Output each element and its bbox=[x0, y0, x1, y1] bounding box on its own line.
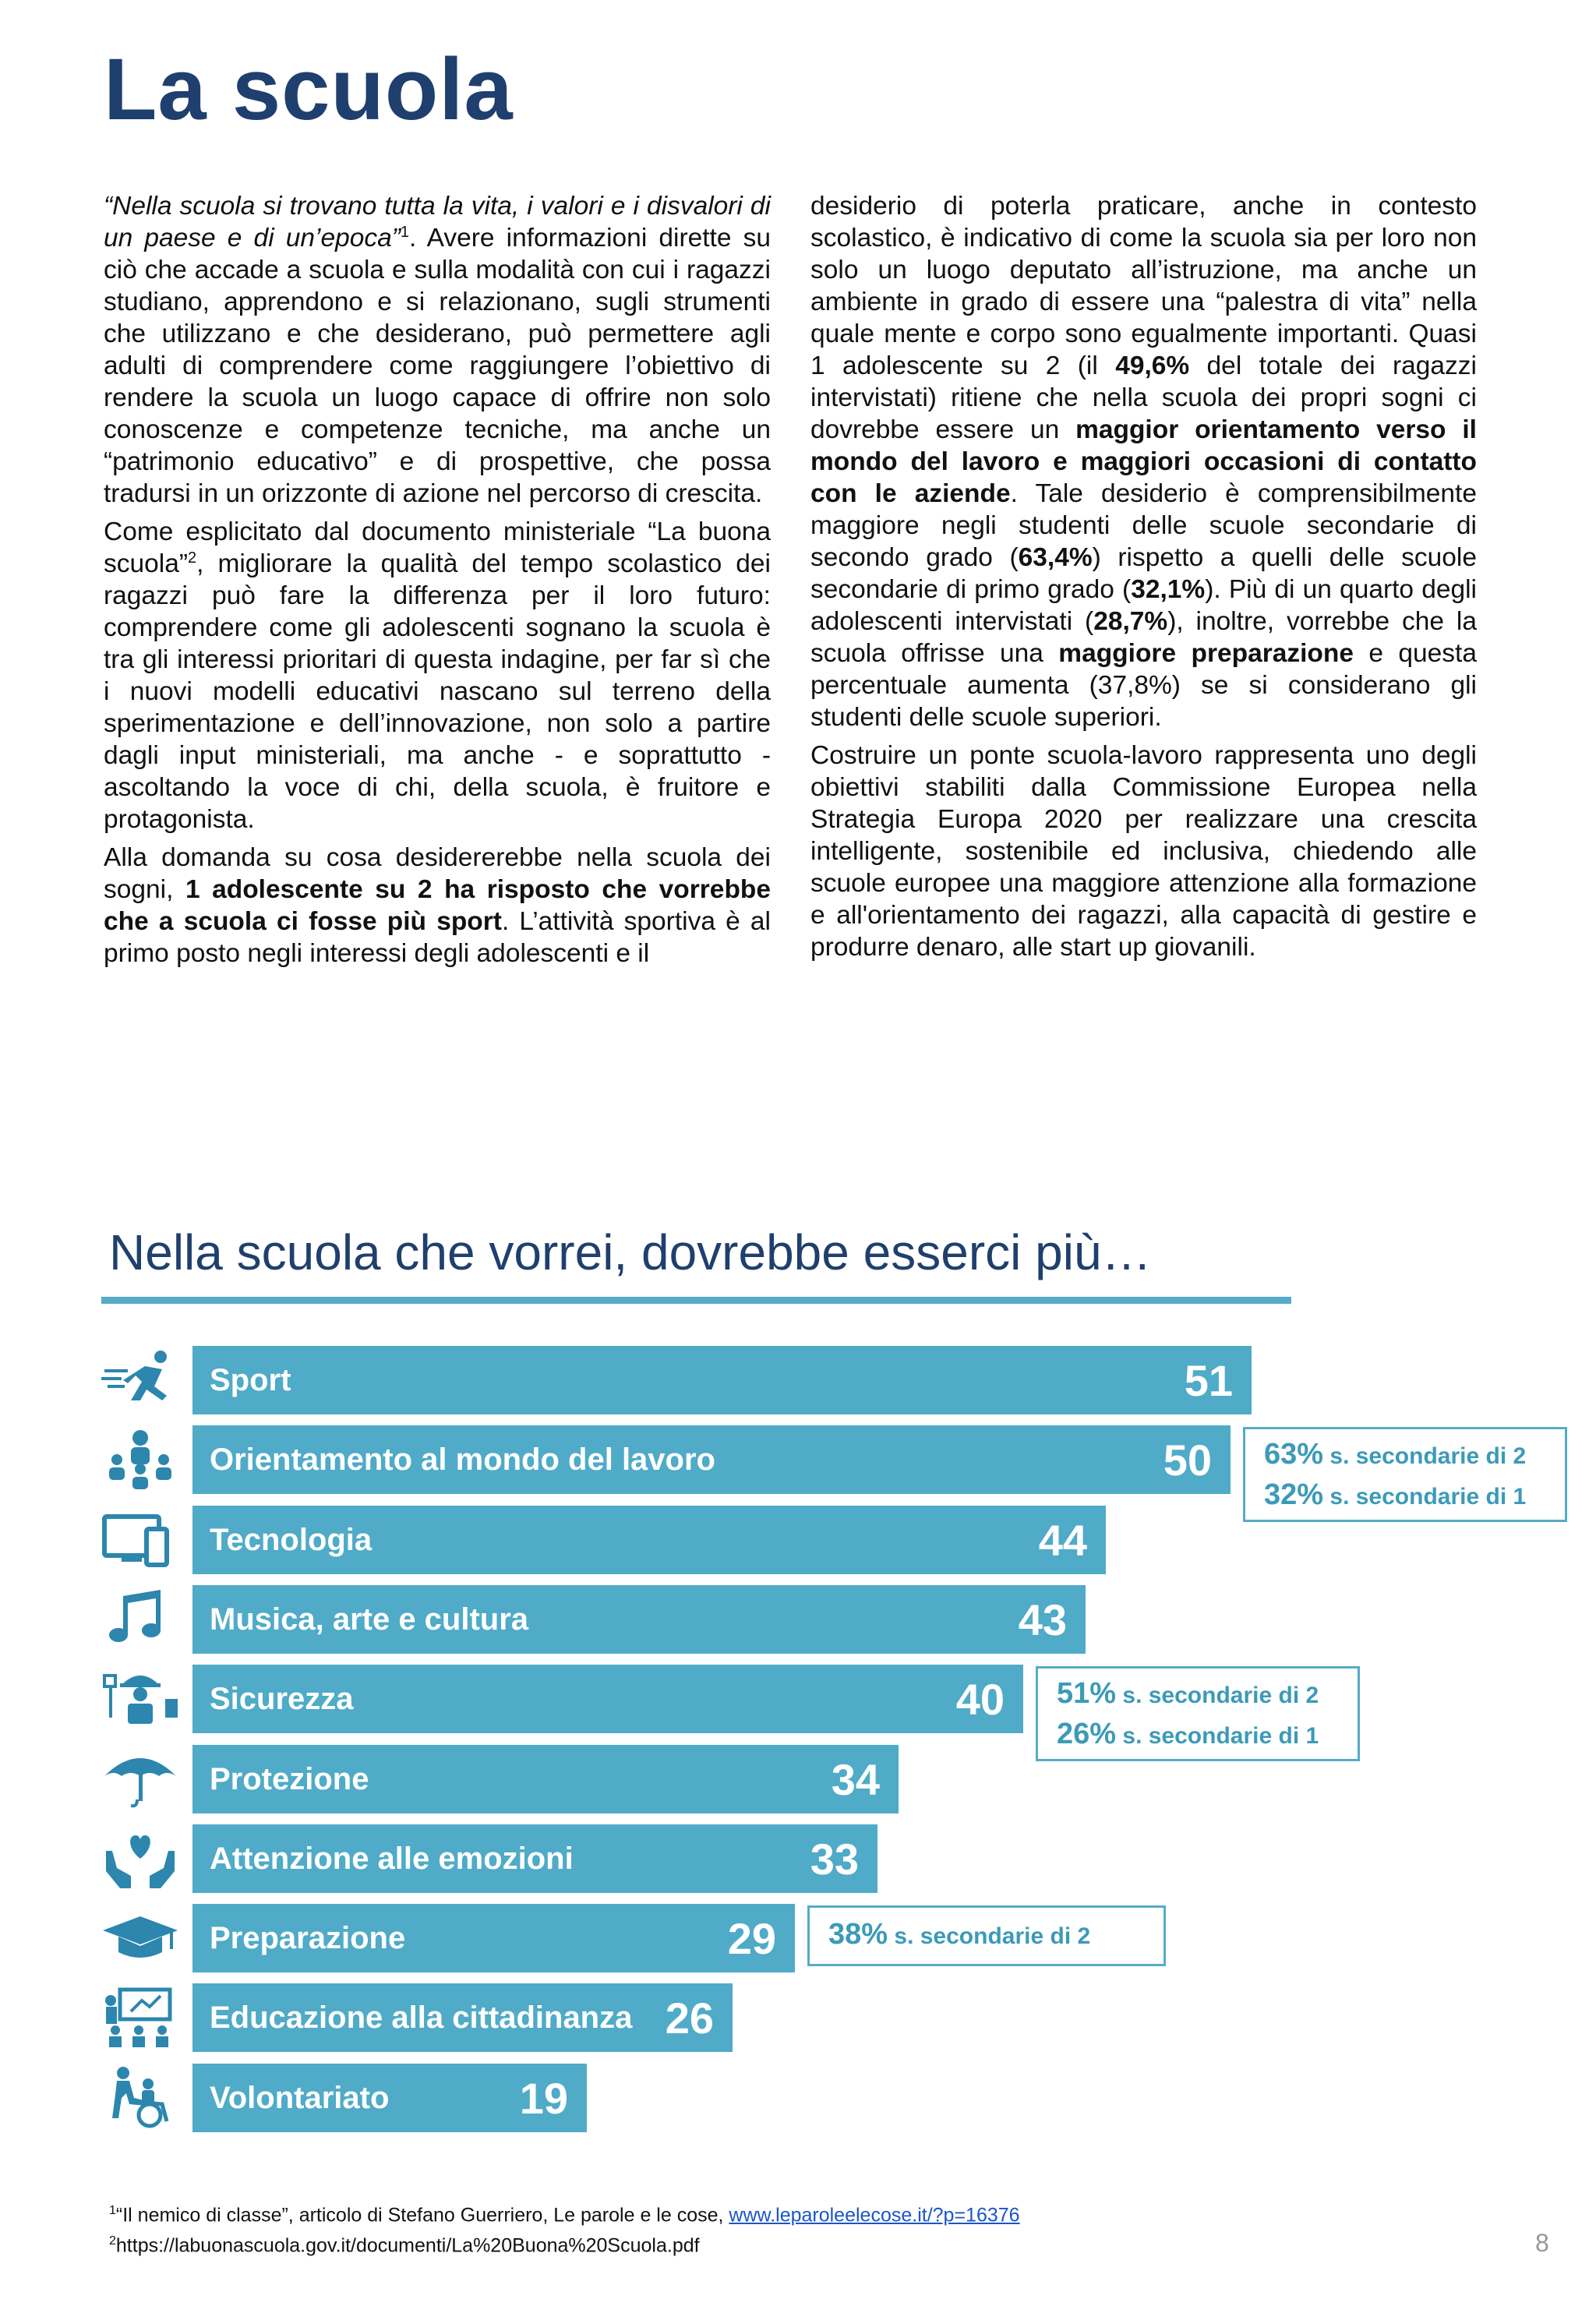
text-column-right bbox=[810, 190, 1477, 969]
paragraph-text: . Tale desiderio è comprensibilmente maggiore negli studenti delle scuole secondarie di secondo grado ( bbox=[810, 479, 1477, 572]
bar-value: 43 bbox=[1018, 1595, 1067, 1644]
paragraph bbox=[810, 190, 1477, 733]
bar-value: 19 bbox=[519, 2074, 568, 2123]
bar-label: Attenzione alle emozioni bbox=[210, 1842, 574, 1876]
callout-text: s. secondarie di 2 bbox=[1323, 1443, 1527, 1469]
wheelchair-help-icon bbox=[100, 2064, 181, 2132]
footnote-link[interactable]: www.leparoleelecose.it/?p=16376 bbox=[729, 2204, 1020, 2227]
bar bbox=[192, 1745, 899, 1813]
bold-text: maggiore preparazione bbox=[1058, 639, 1354, 668]
bold-text: 28,7% bbox=[1093, 607, 1168, 636]
paragraph-text: . L’attività sportiva è al primo posto negli interessi degli adolescenti e il bbox=[104, 907, 771, 968]
page-title: La scuola bbox=[104, 41, 514, 138]
bar-label: Musica, arte e cultura bbox=[210, 1602, 529, 1637]
bold-text: 32,1% bbox=[1131, 575, 1206, 604]
footnote-ref: 2 bbox=[188, 549, 197, 567]
bar-label: Sport bbox=[210, 1363, 291, 1397]
paragraph-text: desiderio di poterla praticare, anche in contesto scolastico, è indicativo di come la scuola sia per loro non solo un luogo deputato all’istruzione, ma anche un ambiente in grado di essere una “palestra di vita” nella quale mente e corpo sono egualmente importanti. Quasi 1 adolescente su 2 (il bbox=[810, 192, 1477, 380]
footnote-ref: 1 bbox=[400, 223, 410, 241]
callout-line bbox=[1264, 1437, 1565, 1478]
callout-text: s. secondarie di 1 bbox=[1116, 1723, 1319, 1749]
running-person-icon bbox=[100, 1346, 181, 1414]
callout-percent: 51% bbox=[1057, 1677, 1117, 1710]
callout-line bbox=[828, 1917, 1163, 1958]
bar bbox=[192, 1506, 1106, 1574]
bar-value: 34 bbox=[831, 1755, 880, 1804]
bar bbox=[192, 1665, 1023, 1733]
callout-text: s. secondarie di 2 bbox=[1116, 1683, 1319, 1708]
devices-icon bbox=[100, 1506, 181, 1574]
text-column-left bbox=[104, 190, 771, 976]
chart-title-rule bbox=[101, 1297, 1291, 1304]
bar-label: Volontariato bbox=[210, 2081, 390, 2115]
bar-value: 33 bbox=[810, 1835, 859, 1884]
bar bbox=[192, 1585, 1086, 1654]
callout-text: s. secondarie di 2 bbox=[888, 1923, 1091, 1949]
bar bbox=[192, 1425, 1231, 1494]
callout-box bbox=[1036, 1666, 1360, 1761]
callout-line bbox=[1057, 1717, 1358, 1757]
bar bbox=[192, 1904, 795, 1972]
paragraph-text: ). Più di un quarto degli adolescenti intervistati ( bbox=[810, 575, 1477, 636]
paragraph bbox=[104, 842, 771, 969]
callout-percent: 32% bbox=[1264, 1478, 1324, 1511]
bar-label: Tecnologia bbox=[210, 1523, 373, 1557]
bar bbox=[192, 2064, 587, 2132]
bar-value: 51 bbox=[1184, 1356, 1233, 1405]
callout-box bbox=[807, 1905, 1166, 1966]
bar-value: 29 bbox=[727, 1914, 776, 1963]
bar-value: 50 bbox=[1163, 1436, 1212, 1485]
graduation-cap-icon bbox=[100, 1904, 181, 1972]
footnote-text: “Il nemico di classe”, articolo di Stefano Guerriero, Le parole e le cose, bbox=[115, 2204, 729, 2227]
paragraph-text: e questa percentuale aumenta (37,8%) se si considerano gli studenti delle scuole superiori. bbox=[810, 639, 1477, 732]
footnote-number: 2 bbox=[109, 2234, 116, 2248]
bar bbox=[192, 1824, 877, 1893]
bar-label: Orientamento al mondo del lavoro bbox=[210, 1443, 715, 1477]
paragraph-text: ), inoltre, vorrebbe che la scuola offrisse una bbox=[810, 607, 1477, 668]
paragraph bbox=[104, 516, 771, 835]
callout-line bbox=[1057, 1676, 1358, 1717]
bar-label: Educazione alla cittadinanza bbox=[210, 2001, 633, 2035]
bar-value: 40 bbox=[955, 1675, 1005, 1724]
callout-percent: 26% bbox=[1057, 1718, 1117, 1750]
paragraph-text: . Avere informazioni dirette su ciò che accade a scuola e sulla modalità con cui i ragazzi studiano, apprendono e si relazionano, sugli strumenti che utilizzano e che desiderano, può permettere agli adulti di comprendere come raggiungere l’obiettivo di rendere la scuola un luogo capace di offrire non solo conoscenze e competenze tecniche, ma anche un “patrimonio educativo” e di prospettive, che possa tradursi in un orizzonte di azione nel percorso di crescita. bbox=[104, 224, 772, 508]
paragraph-text: Alla domanda su cosa desidererebbe nella scuola dei sogni, bbox=[104, 843, 771, 904]
group-people-icon bbox=[100, 1425, 181, 1494]
paragraph-text: , migliorare la qualità del tempo scolastico dei ragazzi può fare la differenza per il loro futuro: comprendere come gli adolescenti sognano la scuola è tra gli interessi prioritari di questa indagine, per far sì che i nuovi modelli educativi nascano sul terreno della sperimentazione e dell’innovazione, non solo a partire dagli input ministeriali, ma anche - e soprattutto - ascoltando la voce di chi, della scuola, è fruitore e protagonista. bbox=[104, 549, 771, 834]
bar-label: Sicurezza bbox=[210, 1682, 354, 1716]
classroom-icon bbox=[100, 1983, 181, 2052]
bold-text: maggior orientamento verso il mondo del lavoro e maggiori occasioni di contatto con le aziende bbox=[810, 415, 1477, 508]
paragraph: Costruire un ponte scuola-lavoro rappresenta uno degli obiettivi stabiliti dalla Commissione Europea nella Strategia Europa 2020 per realizzare una crescita intelligente, sostenibile ed inclusiva, chiedendo alle scuole europee una maggiore attenzione alla formazione e all'orientamento dei ragazzi, alla capacità di gestire e produrre denaro, alle start up giovanili. bbox=[810, 741, 1477, 962]
bar bbox=[192, 1346, 1252, 1414]
footnote-number: 1 bbox=[109, 2204, 116, 2217]
paragraph-text: ) rispetto a quelli delle scuole secondarie di primo grado ( bbox=[810, 543, 1477, 604]
bold-text: 1 adolescente su 2 ha risposto che vorrebbe che a scuola ci fosse più sport bbox=[104, 875, 771, 936]
paragraph-text: Come esplicitato dal documento ministeriale “La buona scuola” bbox=[104, 517, 771, 578]
bar bbox=[192, 1983, 733, 2052]
heart-hands-icon bbox=[100, 1824, 181, 1893]
music-note-icon bbox=[100, 1585, 181, 1654]
callout-text: s. secondarie di 1 bbox=[1323, 1484, 1527, 1510]
paragraph-text: del totale dei ragazzi intervistati) ritiene che nella scuola dei propri sogni ci dovrebbe essere un bbox=[810, 351, 1477, 444]
callout-box bbox=[1243, 1427, 1567, 1522]
bar-value: 44 bbox=[1038, 1516, 1087, 1565]
chart-title: Nella scuola che vorrei, dovrebbe esserci più… bbox=[109, 1224, 1152, 1280]
callout-percent: 63% bbox=[1264, 1438, 1324, 1471]
paragraph bbox=[104, 190, 771, 510]
bold-text: 63,4% bbox=[1018, 543, 1093, 572]
bar-label: Preparazione bbox=[210, 1921, 406, 1955]
callout-line bbox=[1264, 1478, 1565, 1518]
worker-icon bbox=[100, 1665, 181, 1733]
footnote-text: https://labuonascuola.gov.it/documenti/La%20Buona%20Scuola.pdf bbox=[115, 2234, 700, 2257]
page-number: 8 bbox=[1535, 2229, 1549, 2257]
footnote-1 bbox=[109, 2198, 1020, 2228]
footnote-2 bbox=[109, 2228, 1020, 2258]
callout-percent: 38% bbox=[828, 1918, 888, 1951]
bold-text: 49,6% bbox=[1115, 351, 1190, 380]
bar-label: Protezione bbox=[210, 1762, 369, 1796]
quote-text: “Nella scuola si trovano tutta la vita, i valori e i disvalori di un paese e di un’epoca” bbox=[104, 192, 771, 252]
umbrella-icon bbox=[100, 1745, 181, 1813]
footnotes bbox=[109, 2198, 1020, 2259]
bar-value: 26 bbox=[665, 1993, 714, 2043]
